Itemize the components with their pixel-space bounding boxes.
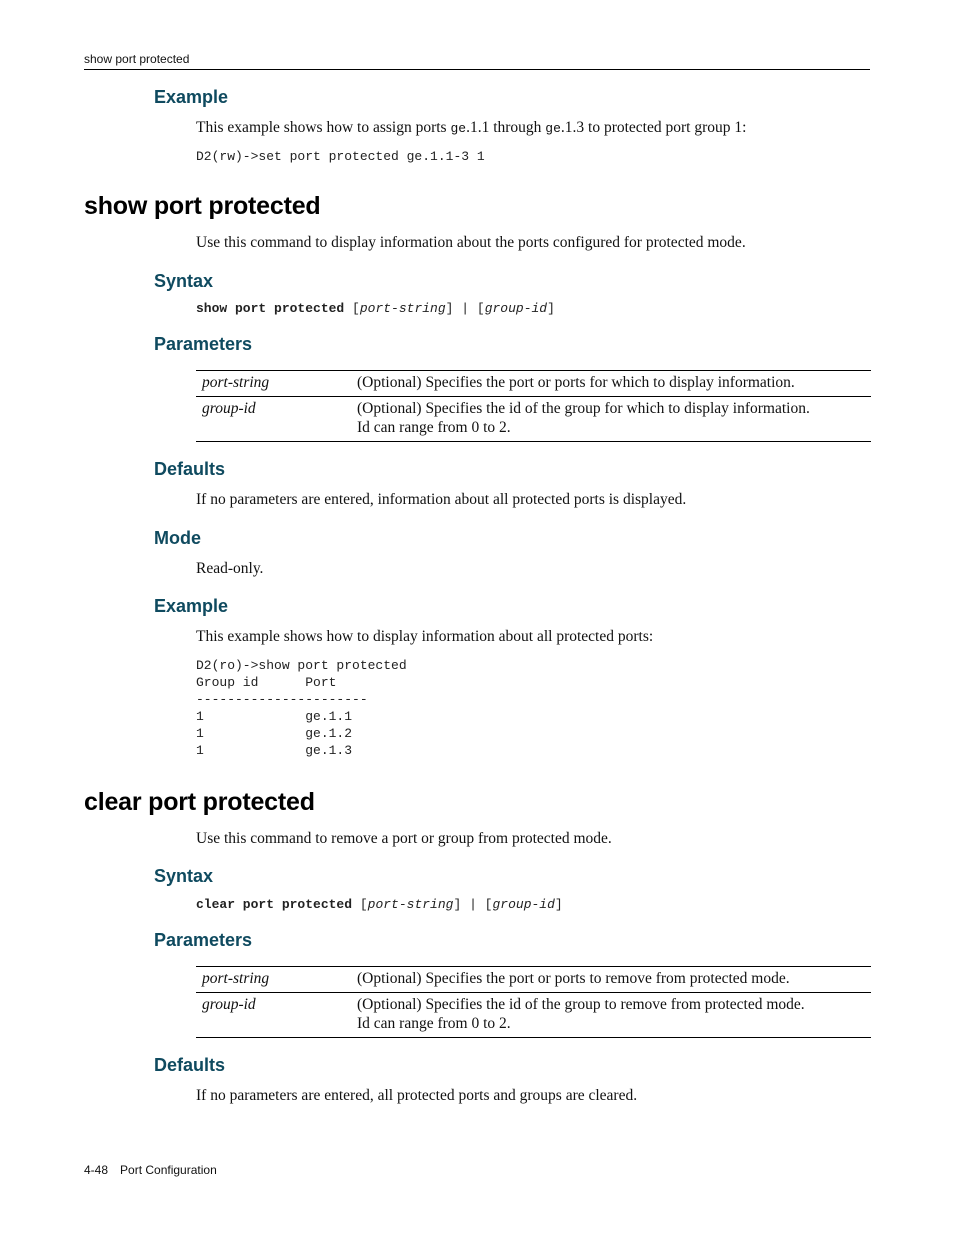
- param-desc: (Optional) Specifies the port or ports to remove from protected mode.: [351, 967, 871, 993]
- running-header-title: show port protected: [84, 52, 190, 66]
- clear-defaults-heading: Defaults: [154, 1055, 226, 1075]
- output-line: 1 ge.1.1: [196, 709, 353, 724]
- show-mode-heading: Mode: [154, 528, 201, 548]
- show-defaults-heading: Defaults: [154, 459, 226, 479]
- example-heading-top: Example: [154, 87, 229, 107]
- param-name: group-id: [196, 993, 351, 1038]
- table-row: [196, 397, 871, 442]
- clear-syntax-heading: Syntax: [154, 866, 214, 886]
- show-example-output: [196, 657, 407, 759]
- output-line: Group id Port: [196, 675, 337, 690]
- clear-description: Use this command to remove a port or group from protected mode.: [196, 830, 612, 847]
- show-example-heading: Example: [154, 596, 229, 616]
- running-header: [84, 52, 870, 70]
- show-defaults-text: If no parameters are entered, information about all protected ports is displayed.: [196, 491, 687, 508]
- page-number: 4-48: [84, 1163, 109, 1177]
- show-syntax-command: show port protected [port-string] | [group-id]: [196, 301, 555, 316]
- param-desc: (Optional) Specifies the id of the group to remove from protected mode. Id can range from 0 to 2.: [351, 993, 871, 1038]
- show-parameters-table: [196, 370, 871, 442]
- param-desc: (Optional) Specifies the port or ports for which to display information.: [351, 371, 871, 397]
- clear-defaults-text: If no parameters are entered, all protected ports and groups are cleared.: [196, 1087, 638, 1104]
- table-row: [196, 371, 871, 397]
- example-description-top: This example shows how to assign ports ge.1.1 through ge.1.3 to protected port group 1:: [196, 119, 747, 136]
- param-desc: (Optional) Specifies the id of the group for which to display information. Id can range from 0 to 2.: [351, 397, 871, 442]
- example-command-top: D2(rw)->set port protected ge.1.1-3 1: [196, 149, 485, 164]
- param-name: group-id: [196, 397, 351, 442]
- page-footer: [84, 1163, 217, 1177]
- section-title-clear-port-protected: clear port protected: [84, 788, 315, 816]
- clear-parameters-heading: Parameters: [154, 930, 253, 950]
- table-row: [196, 993, 871, 1038]
- show-example-text: This example shows how to display information about all protected ports:: [196, 628, 654, 645]
- chapter-title: Port Configuration: [120, 1163, 217, 1177]
- param-name: port-string: [196, 371, 351, 397]
- param-name: port-string: [196, 967, 351, 993]
- output-line: 1 ge.1.3: [196, 743, 353, 758]
- output-line: 1 ge.1.2: [196, 726, 353, 741]
- clear-parameters-table: [196, 966, 871, 1038]
- show-mode-text: Read-only.: [196, 560, 264, 577]
- output-line: D2(ro)->show port protected: [196, 658, 407, 673]
- table-row: [196, 967, 871, 993]
- show-parameters-heading: Parameters: [154, 334, 253, 354]
- section-title-show-port-protected: show port protected: [84, 192, 321, 220]
- show-description: Use this command to display information about the ports configured for protected mode.: [196, 234, 746, 251]
- clear-syntax-command: clear port protected [port-string] | [group-id]: [196, 897, 563, 912]
- show-syntax-heading: Syntax: [154, 271, 214, 291]
- output-line: ----------------------: [196, 692, 368, 707]
